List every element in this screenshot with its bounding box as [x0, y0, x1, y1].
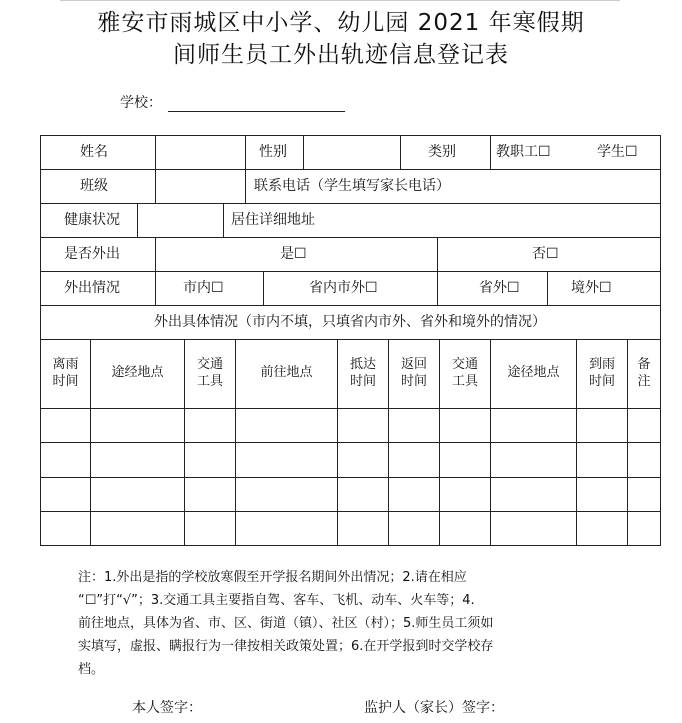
page-title-line2: 间师生员工外出轨迹信息登记表 [173, 42, 509, 68]
notes-section [78, 566, 638, 681]
note-line: 档。 [78, 662, 105, 677]
self-signature-label: 本人签字： [132, 700, 202, 716]
header-return-time: 返回 时间 [400, 357, 427, 389]
label-phone: 联系电话（学生填写家长电话） [254, 178, 450, 194]
label-name: 姓名 [80, 144, 108, 160]
header-arrival-time: 抵达 时间 [349, 357, 376, 389]
health-input[interactable] [138, 204, 223, 237]
checkbox-no[interactable]: 否☐ [532, 246, 559, 262]
header-leave-time: 离雨 时间 [52, 357, 79, 389]
header-transport-2: 交通 工具 [451, 357, 478, 389]
note-line: “☐”打“√”；3.交通工具主要指自驾、客车、飞机、动车、火车等；4. [78, 593, 475, 608]
gender-input[interactable] [304, 136, 400, 169]
header-destination: 前往地点 [260, 365, 313, 380]
header-return-ya-an-time: 到雨 时间 [588, 357, 615, 389]
label-gender: 性别 [259, 144, 287, 160]
label-category: 类别 [428, 144, 456, 160]
label-health: 健康状况 [64, 212, 120, 228]
checkbox-staff[interactable]: 教职工☐ [496, 144, 551, 160]
page-title-line1: 雅安市雨城区中小学、幼儿园 2021 年寒假期 [97, 10, 585, 36]
label-situation: 外出情况 [64, 280, 120, 296]
note-line: 注：1.外出是指的学校放寒假至开学报名期间外出情况；2.请在相应 [78, 570, 467, 585]
label-went-out: 是否外出 [64, 246, 120, 262]
header-remarks: 备 注 [637, 357, 651, 389]
note-line: 实填写，虚报、瞒报行为一律按相关政策处置；6.在开学报到时交学校存 [78, 639, 494, 654]
guardian-signature-label: 监护人（家长）签字： [364, 700, 504, 716]
school-label: 学校： [120, 95, 162, 111]
header-route-places: 途经地点 [111, 365, 164, 380]
checkbox-abroad[interactable]: 境外☐ [571, 280, 612, 296]
checkbox-in-city[interactable]: 市内☐ [183, 280, 224, 296]
label-address: 居住详细地址 [231, 212, 315, 228]
label-class: 班级 [80, 178, 108, 194]
note-line: 前往地点，具体为省、市、区、街道（镇）、社区（村）；5.师生员工须如 [78, 616, 494, 631]
checkbox-out-province[interactable]: 省外☐ [479, 280, 520, 296]
header-via-places: 途径地点 [507, 365, 560, 380]
class-input[interactable] [156, 170, 245, 203]
name-input[interactable] [156, 136, 245, 169]
checkbox-student[interactable]: 学生☐ [597, 144, 638, 160]
header-transport-1: 交通 工具 [196, 357, 223, 389]
label-details: 外出具体情况（市内不填，只填省内市外、省外和境外的情况） [154, 314, 546, 330]
checkbox-yes[interactable]: 是☐ [280, 246, 307, 262]
checkbox-in-province[interactable]: 省内市外☐ [309, 280, 378, 296]
